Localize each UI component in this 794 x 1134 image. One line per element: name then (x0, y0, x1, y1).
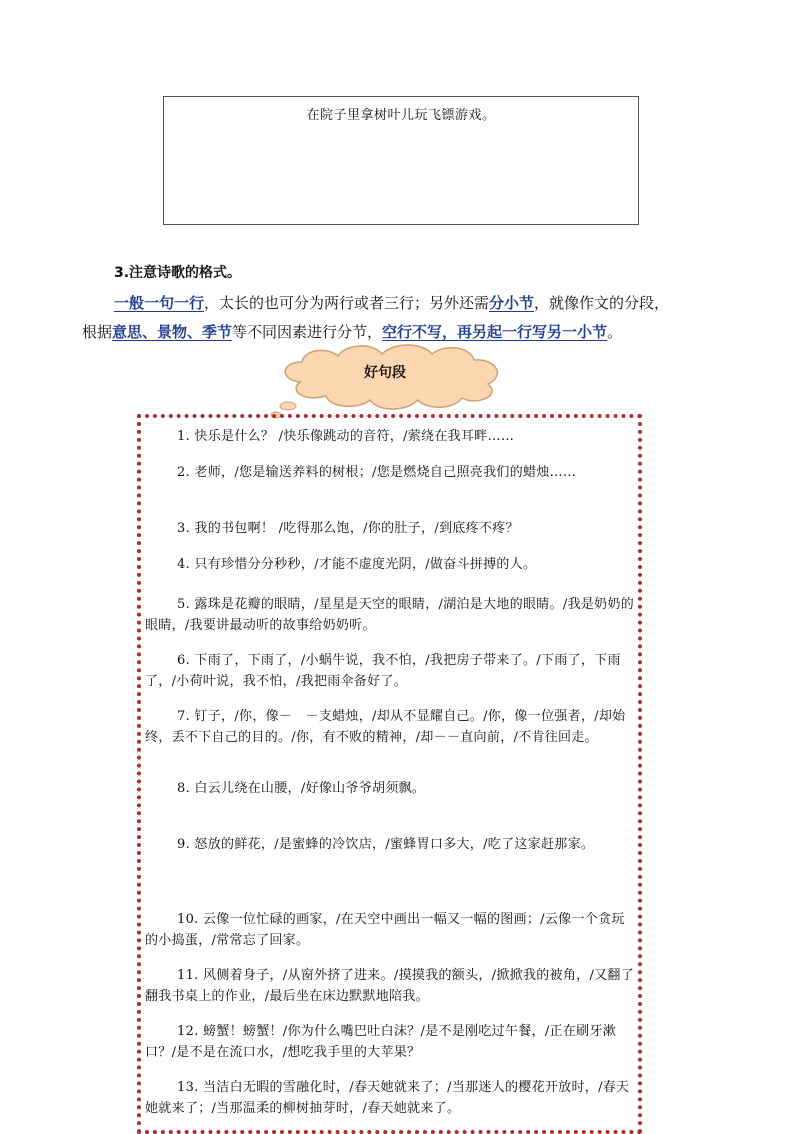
text-segment: ，就像作文的分段， (534, 294, 670, 312)
list-item: 6. 下雨了，下雨了，/小蜗牛说，我不怕，/我把房子带来了。/下雨了，下雨了，/小荷叶说，我不怕，/我把雨伞备好了。 (145, 653, 621, 689)
highlight-one-line: 一般一句一行 (114, 294, 205, 312)
list-item: 5. 露珠是花瓣的眼睛，/星星是天空的眼睛，/湖泊是大地的眼睛。/我是奶奶的眼睛，/我要讲最动听的故事给奶奶听。 (145, 597, 635, 633)
list-item: 13. 当洁白无暇的雪融化时，/春天她就来了；/当那迷人的樱花开放时，/春天她就来了；/当那温柔的柳树抽芽时，/春天她就来了。 (145, 1080, 630, 1116)
paragraph-1 (82, 290, 722, 316)
text-segment: 等不同因素进行分节， (232, 323, 383, 341)
text-segment: 根据 (82, 323, 113, 341)
list-item: 11. 风侧着身子，/从窗外挤了进来。/摸摸我的额头，/掀掀我的被角，/又翻了翻我书桌上的作业，/最后坐在床边默默地陪我。 (145, 968, 635, 1004)
highlight-blank-line: 空行不写，再另起一行写另一小节 (382, 323, 608, 341)
highlight-stanza: 分小节 (489, 294, 535, 312)
list-item: 8. 白云儿绕在山腰，/好像山爷爷胡须飘。 (177, 781, 426, 796)
section-heading: 3.注意诗歌的格式。 (114, 265, 242, 281)
list-item: 9. 怒放的鲜花，/是蜜蜂的冷饮店，/蜜蜂胃口多大，/吃了这家赶那家。 (177, 837, 595, 852)
text-segment: 。 (607, 323, 623, 341)
list-item: 2. 老师，/您是输送养料的树根；/您是燃烧自己照亮我们的蜡烛…… (177, 465, 577, 480)
list-item: 10. 云像一位忙碌的画家，/在天空中画出一幅又一幅的图画；/云像一个贪玩的小捣蛋，/常常忘了回家。 (145, 912, 625, 948)
cloud-label: 好句段 (364, 365, 406, 381)
list-item: 4. 只有珍惜分分秒秒，/才能不虚度光阴，/做奋斗拼搏的人。 (177, 557, 537, 572)
list-item: 3. 我的书包啊！ /吃得那么饱，/你的肚子，/到底疼不疼？ (177, 521, 519, 536)
list-item: 7. 钉子，/你，像－ －支蜡烛，/却从不显耀自己。/你，像一位强者，/却始终，丢不下自己的目的。/你，有不败的精神，/却－－直向前，/不肯往回走。 (145, 709, 626, 745)
list-item: 12. 螃蟹！螃蟹！/你为什么嘴巴吐白沫？/是不是刚吃过午餐，/正在刷牙漱口？/是不是在流口水，/想吃我手里的大苹果？ (145, 1024, 617, 1060)
list-item: 1. 快乐是什么？ /快乐像跳动的音符，/萦绕在我耳畔…… (177, 429, 515, 444)
text-segment: ，太长的也可分为两行或者三行；另外还需 (204, 294, 490, 312)
highlight-factors: 意思、景物、季节 (112, 323, 233, 341)
text-frame (163, 96, 639, 225)
frame-text: 在院子里拿树叶儿玩飞镖游戏。 (306, 108, 496, 123)
